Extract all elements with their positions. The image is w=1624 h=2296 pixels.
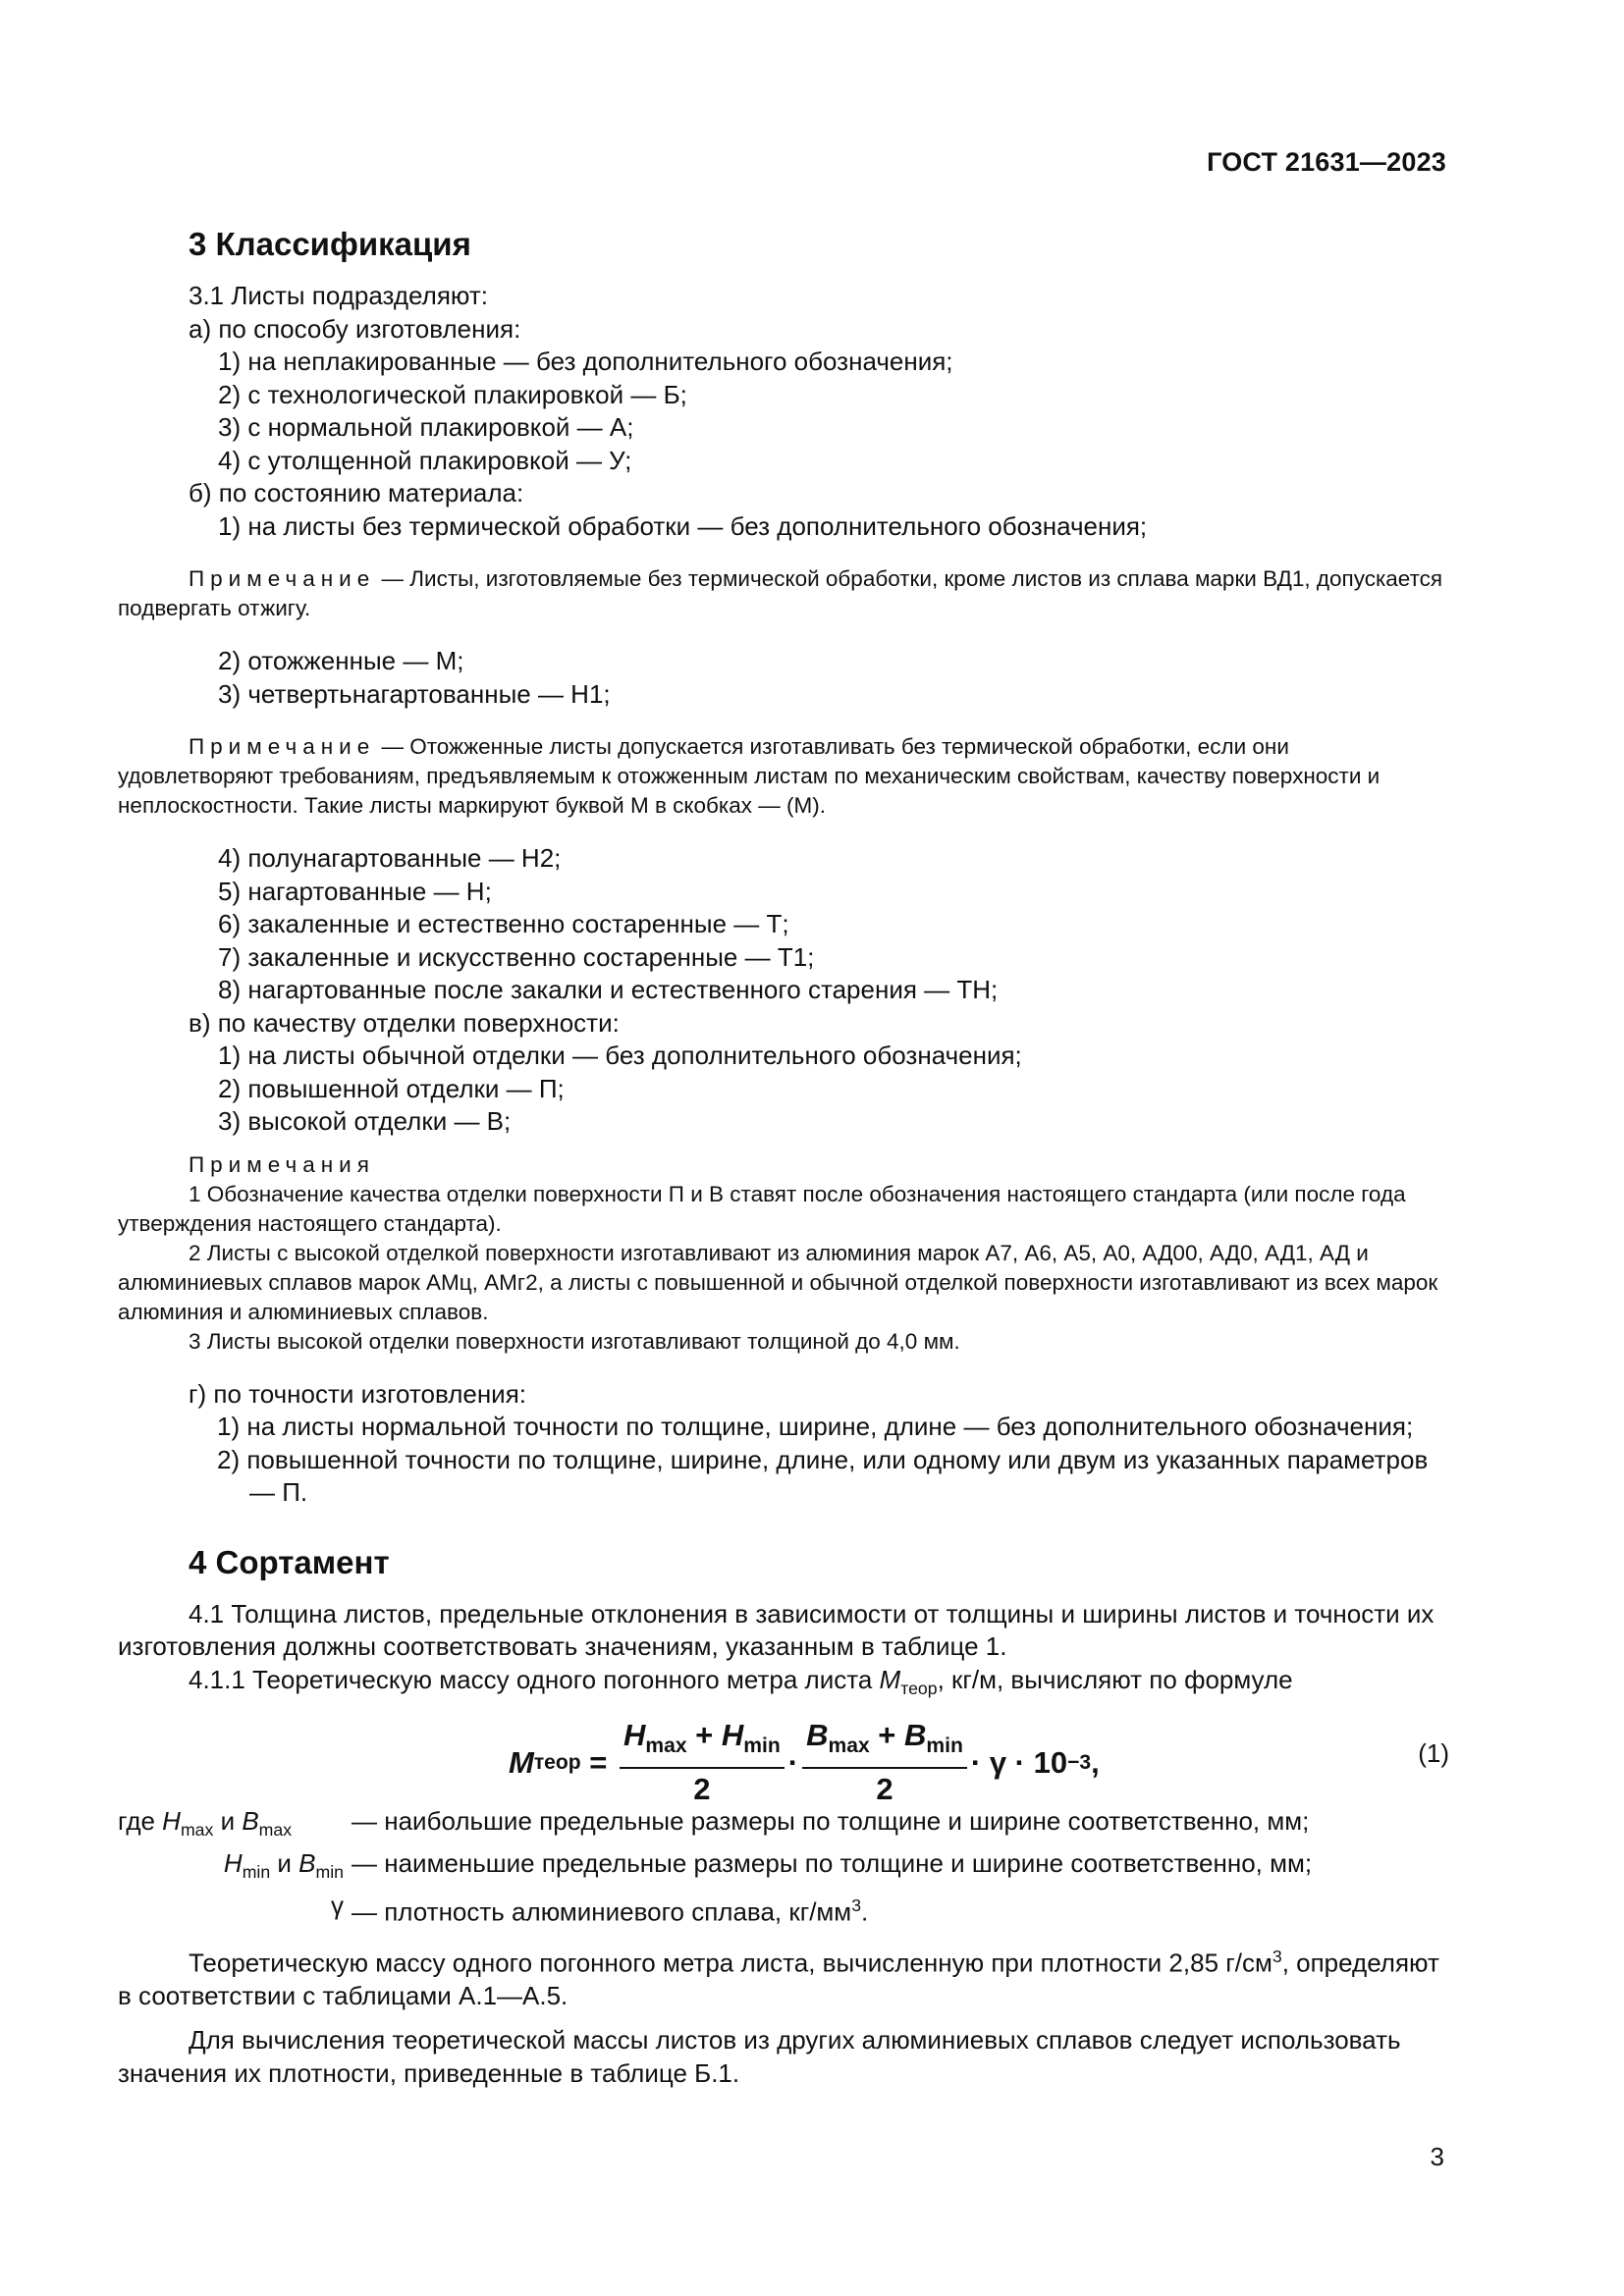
list-item: 2) повышенной отделки — П;	[218, 1073, 565, 1103]
formula	[509, 1717, 1100, 1808]
sub-max: max	[645, 1735, 687, 1758]
para-4-1-1	[118, 1664, 1449, 1706]
text: и	[213, 1806, 243, 1837]
sub-max: max	[828, 1735, 870, 1758]
def-text: — наибольшие предельные размеры по толщине и ширине соответственно, мм;	[352, 1806, 1310, 1837]
list-item: 8) нагартованные после закалки и естественного старения — ТН;	[218, 975, 999, 1004]
list-item: 1) на листы нормальной точности по толщине, ширине, длине — без дополнительного обозначения;	[217, 1412, 1414, 1441]
numerator: $H_{max} + H_{min}$	[620, 1717, 785, 1769]
para-teor	[118, 1941, 1449, 2013]
notes-label	[118, 1150, 1449, 1180]
superscript: 3	[1272, 1946, 1282, 1966]
note-text: — Листы, изготовляемые без термической обработки, кроме листов из сплава марки ВД1, допускается подвергать отжигу.	[118, 566, 1443, 620]
note-item: 2 Листы с высокой отделкой поверхности изготавливают из алюминия марок А7, А6, А5, А0, АД00, АД0, АД1, АД и алюминиевых сплавов марок АМц, АМг2, а листы с повышенной и обычной отделкой поверхности изготавливают из всех марок алюминия и алюминиевых сплавов.	[118, 1240, 1438, 1324]
note-text: — Отожженные листы допускается изготавливать без термической обработки, если они удовлетворяют требованиям, предъявляемым к отожженным листам по механическим свойствам, качеству поверхности и неплоскостности. Такие листы маркируют буквой М в скобках — (М).	[118, 734, 1380, 818]
sub-max: max	[180, 1820, 214, 1841]
def-label: γ	[331, 1890, 344, 1920]
superscript: 3	[851, 1895, 862, 1915]
list-item: 4) полунагартованные — Н2;	[218, 843, 562, 873]
formula-m: M	[509, 1744, 534, 1780]
note-label: Примечание	[189, 566, 376, 591]
text: , определяют в соответствии с таблицами А.1—А.5.	[118, 1948, 1439, 2010]
document-header: ГОСТ 21631—2023	[1207, 147, 1446, 177]
definition-row	[118, 1890, 1449, 1929]
list-item: 2) с технологической плакировкой — Б;	[218, 379, 687, 409]
def-label	[118, 1847, 344, 1890]
def-text	[344, 1890, 868, 1929]
denominator: 2	[876, 1772, 893, 1807]
equals-sign: =	[580, 1744, 616, 1780]
definition-row	[118, 1847, 1449, 1890]
list-item: 3) высокой отделки — В;	[218, 1106, 512, 1136]
text: Теоретическую массу одного погонного метра листа, вычисленную при плотности 2,85 г/см	[189, 1948, 1272, 1978]
page-content	[118, 221, 1449, 2090]
definition-row	[118, 1805, 1449, 1847]
list-item: 5) нагартованные — Н;	[218, 876, 492, 906]
formula-end: ,	[1091, 1744, 1100, 1780]
notes-label-text: Примечания	[189, 1151, 375, 1177]
text: и	[270, 1847, 299, 1878]
sub-min: min	[242, 1862, 271, 1883]
text: 4.1.1 Теоретическую массу одного погонного метра листа	[189, 1664, 880, 1694]
note-item: 1 Обозначение качества отделки поверхности П и В ставят после обозначения настоящего стандарта (или после года утверждения настоящего стандарта).	[118, 1181, 1406, 1236]
formula-sub: теор	[533, 1750, 581, 1774]
note-2	[118, 732, 1449, 821]
formula-number: (1)	[1418, 1738, 1449, 1769]
list-item: 6) закаленные и естественно состаренные — Т;	[218, 909, 789, 938]
note-item: 3 Листы высокой отделки поверхности изготавливают толщиной до 4,0 мм.	[189, 1328, 960, 1354]
exponent: −3	[1067, 1750, 1092, 1774]
list-item: 1) на листы без термической обработки — без дополнительного обозначения;	[218, 510, 1148, 541]
formula-block	[118, 1711, 1449, 1807]
numerator: $B_{max} + B_{min}$	[802, 1717, 967, 1769]
list-item: 1) на листы обычной отделки — без дополнительного обозначения;	[218, 1041, 1022, 1070]
var-b: B	[806, 1718, 829, 1753]
para-4-1: 4.1 Толщина листов, предельные отклонения в зависимости от толщины и ширины листов и точности их изготовления должны соответствовать значениям, указанным в таблице 1.	[118, 1598, 1435, 1661]
var-b: B	[242, 1806, 259, 1837]
list-item: 7) закаленные и искусственно состаренные — Т1;	[218, 941, 815, 972]
section-3-title: 3 Классификация	[189, 226, 471, 262]
list-v-heading: в) по качеству отделки поверхности:	[189, 1007, 620, 1038]
text: где	[118, 1806, 163, 1837]
text: — плотность алюминиевого сплава, кг/мм	[352, 1896, 852, 1927]
text: , кг/м, вычисляют по формуле	[937, 1664, 1293, 1694]
gamma-factor: · γ · 10	[970, 1744, 1068, 1780]
note-label: Примечание	[189, 734, 376, 759]
list-a-heading: а) по способу изготовления:	[189, 313, 521, 344]
list-g-heading: г) по точности изготовления:	[189, 1378, 527, 1409]
def-text: — наименьшие предельные размеры по толщине и ширине соответственно, мм;	[352, 1847, 1313, 1878]
sub-min: min	[743, 1735, 781, 1758]
note-1	[118, 564, 1449, 623]
list-item: 1) на неплакированные — без дополнительного обозначения;	[218, 347, 953, 376]
sub-min: min	[315, 1862, 344, 1883]
sub-max: max	[258, 1820, 293, 1841]
fraction-b	[802, 1717, 967, 1808]
denominator: 2	[693, 1772, 711, 1807]
var-b: B	[298, 1847, 316, 1878]
subscript: теор	[900, 1678, 938, 1698]
text: .	[861, 1896, 869, 1927]
dot: ·	[787, 1744, 799, 1780]
var-h: H	[162, 1806, 181, 1837]
list-item: 4) с утолщенной плакировкой — У;	[218, 445, 632, 475]
var-b: B	[904, 1718, 927, 1753]
symbol-m: M	[879, 1664, 901, 1694]
sub-min: min	[926, 1735, 963, 1758]
formula-definitions	[118, 1805, 1449, 1929]
list-item: 3) с нормальной плакировкой — А;	[218, 412, 634, 442]
para-other-alloys: Для вычисления теоретической массы листов из других алюминиевых сплавов следует использовать значения их плотности, приведенные в таблице Б.1.	[118, 2025, 1401, 2088]
list-item: 3) четвертьнагартованные — Н1;	[218, 678, 611, 709]
para-3-1: 3.1 Листы подразделяют:	[189, 281, 488, 310]
fraction-h	[620, 1717, 785, 1808]
list-item: 2) повышенной точности по толщине, ширине, длине, или одному или двум из указанных параметров — П.	[217, 1444, 1429, 1507]
var-h: H	[721, 1718, 744, 1753]
var-h: H	[223, 1847, 243, 1878]
list-b-heading: б) по состоянию материала:	[189, 478, 524, 507]
page-number: 3	[1430, 2142, 1444, 2171]
list-item: 2) отожженные — М;	[218, 646, 464, 675]
section-4-title: 4 Сортамент	[189, 1543, 390, 1580]
var-h: H	[623, 1718, 646, 1753]
